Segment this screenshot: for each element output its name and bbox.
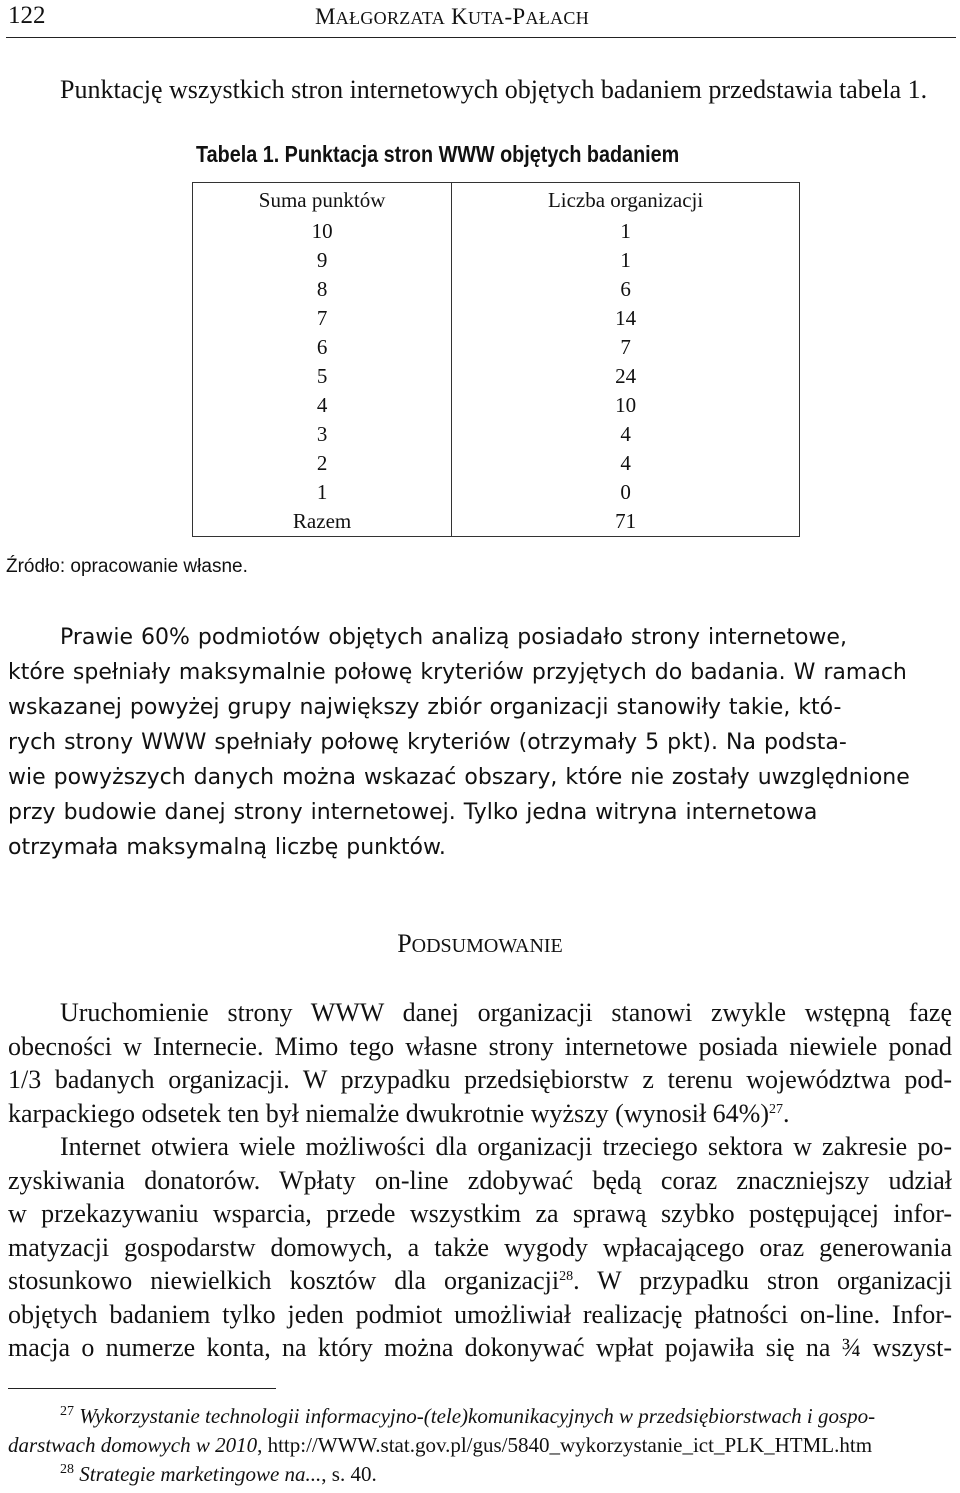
- table-caption: Tabela 1. Punktacja stron WWW objętych badaniem: [196, 141, 680, 167]
- table-cell: Razem: [193, 507, 452, 537]
- table-row: [193, 420, 800, 449]
- table-cell: 2: [193, 449, 452, 478]
- text-line: karpackiego odsetek ten był niemalże dwukrotnie wyższy (wynosił 64%)$^{27}$.: [8, 1098, 790, 1128]
- table-cell: 1: [452, 246, 800, 275]
- table-row: [193, 246, 800, 275]
- text-line: matyzacji gospodarstw domowych, a także wygody wpłacającego oraz generowania: [8, 1232, 952, 1262]
- table-cell: 1: [452, 217, 800, 246]
- points-table: [192, 182, 800, 537]
- text-line: przy budowie danej strony internetowej. Tylko jedna witryna internetowa: [8, 800, 818, 825]
- table-cell: 4: [193, 391, 452, 420]
- table-header-cell: Liczba organizacji: [452, 183, 800, 218]
- text-line: rych strony WWW spełniały połowę kryteriów (otrzymały 5 pkt). Na podsta-: [8, 730, 847, 755]
- header-rule: [6, 37, 956, 38]
- text-line: Prawie 60% podmiotów objętych analizą posiadało strony internetowe,: [60, 625, 847, 650]
- table-cell: 14: [452, 304, 800, 333]
- text-line: zyskiwania donatorów. Wpłaty on-line zdobywać będą coraz znaczniejszy udział: [8, 1165, 952, 1195]
- table-cell: 9: [193, 246, 452, 275]
- table-row: [193, 333, 800, 362]
- table-cell: 71: [452, 507, 800, 537]
- table-cell: 6: [193, 333, 452, 362]
- table-cell: 10: [193, 217, 452, 246]
- table-row: [193, 217, 800, 246]
- text-line: Internet otwiera wiele możliwości dla organizacji trzeciego sektora w zakresie po-: [60, 1132, 952, 1161]
- table-row: [193, 304, 800, 333]
- table-cell: 0: [452, 478, 800, 507]
- text-line: wie powyższych danych można wskazać obszary, które nie zostały uwzględnione: [8, 765, 910, 790]
- table-cell: 4: [452, 449, 800, 478]
- table-cell: 3: [193, 420, 452, 449]
- table-header-row: [193, 183, 800, 218]
- footnote-28: $^{28}$ Strategie marketingowe na..., s. 40.: [60, 1462, 377, 1486]
- text-line: objętych badaniem tylko jeden podmiot umożliwiał realizację płatności on-line. Infor-: [8, 1299, 952, 1329]
- table-cell: 6: [452, 275, 800, 304]
- text-line: obecności w Internecie. Mimo tego własne strony internetowe posiada niewiele ponad: [8, 1031, 952, 1061]
- table-row: [193, 362, 800, 391]
- footnote-rule: [8, 1388, 276, 1389]
- table-cell: 10: [452, 391, 800, 420]
- table-row: [193, 275, 800, 304]
- text-line: które spełniały maksymalnie połowę kryteriów przyjętych do badania. W ramach: [8, 660, 907, 685]
- analysis-paragraph: [8, 620, 952, 865]
- text-line: 1/3 badanych organizacji. W przypadku przedsiębiorstw z terenu województwa pod-: [8, 1065, 952, 1094]
- table-cell: 7: [193, 304, 452, 333]
- summary-paragraphs: [8, 996, 952, 1365]
- running-head: MAŁGORZATA KUTA-PAŁACH: [315, 4, 590, 29]
- text-line: stosunkowo niewielkich kosztów dla organizacji$^{28}$. W przypadku stron organizacji: [8, 1266, 953, 1295]
- footnote-ref: 27: [769, 1101, 783, 1117]
- table-cell: 1: [193, 478, 452, 507]
- table-cell: 8: [193, 275, 452, 304]
- footnote-url: , http://WWW.stat.gov.pl/gus/5840_wykorzystanie_ict_PLK_HTML.htm: [257, 1433, 873, 1457]
- text-line: wskazanej powyżej grupy największy zbiór organizacji stanowiły takie, któ-: [8, 695, 842, 720]
- text-line: macja o numerze konta, na który można dokonywać wpłat pojawiła się na ¾ wszyst-: [8, 1333, 952, 1362]
- intro-paragraph: Punktację wszystkich stron internetowych objętych badaniem przedstawia tabela 1.: [60, 75, 928, 104]
- table-cell: 5: [193, 362, 452, 391]
- table-header-cell: Suma punktów: [193, 183, 452, 218]
- footnote-27: $^{27}$ Wykorzystanie technologii informacyjno-(tele)komunikacyjnych w przedsiębiorstwach i gospo- darstwach domowych w 2010, http://WWW.stat.gov.pl/gus/5840_wykorzystanie_ict_PLK_HTML.htm: [8, 1404, 876, 1457]
- text-line: Uruchomienie strony WWW danej organizacji stanowi zwykle wstępną fazę: [60, 998, 952, 1027]
- table-row: [193, 449, 800, 478]
- page-number: 122: [8, 2, 46, 29]
- table-cell: 24: [452, 362, 800, 391]
- text-line: w przekazywaniu wsparcia, przede wszystkim za sprawą szybko postępującej infor-: [8, 1199, 952, 1228]
- table-cell: 7: [452, 333, 800, 362]
- table-cell: 4: [452, 420, 800, 449]
- footnote-number: 28: [60, 1462, 74, 1477]
- table-source: Źródło: opracowanie własne.: [6, 556, 248, 577]
- table-row: [193, 391, 800, 420]
- footnote-ref: 28: [559, 1269, 574, 1284]
- table-row: [193, 478, 800, 507]
- section-title: PODSUMOWANIE: [397, 929, 563, 958]
- text-line: otrzymała maksymalną liczbę punktów.: [8, 835, 446, 860]
- footnote-number: 27: [60, 1404, 74, 1419]
- table-total-row: [193, 507, 800, 537]
